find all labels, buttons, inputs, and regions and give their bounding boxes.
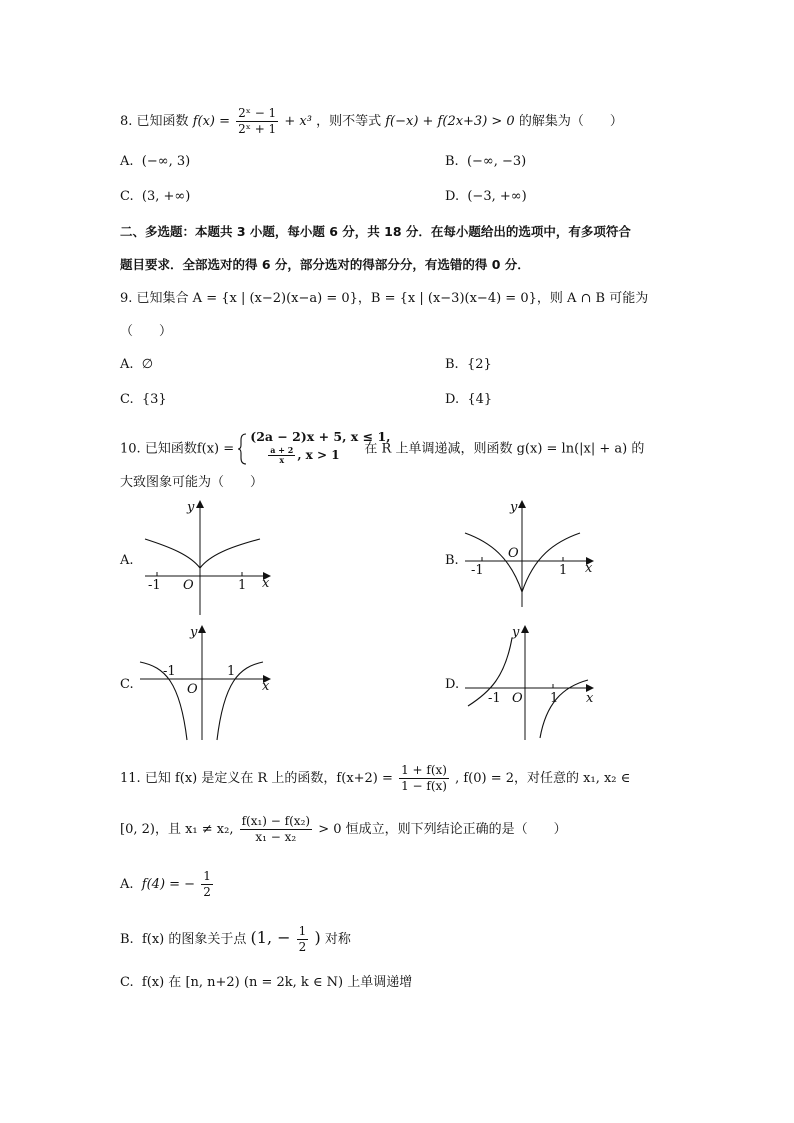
curve-right (522, 533, 580, 592)
q10-piece2-tail: , x > 1 (297, 448, 340, 462)
q11-stem-line1 (120, 762, 630, 796)
q10-line2: 大致图象可能为（ ） (120, 475, 264, 490)
option-text: (−3, +∞) (467, 189, 527, 204)
frac-num: 1 (298, 924, 307, 938)
q10-piece2-den: x (279, 455, 285, 465)
q8-option-d[interactable] (445, 187, 527, 207)
q9-option-a[interactable] (120, 355, 153, 375)
q9-option-c[interactable] (120, 390, 167, 410)
q8-number: 8. (120, 114, 133, 129)
q10-piece1: (2a − 2)x + 5, x ≤ 1, (250, 429, 391, 444)
tick-label-pos1: 1 (227, 664, 236, 679)
option-label: C. (120, 392, 134, 407)
q8-end: 的解集为（ ） (518, 114, 623, 129)
tick-label-pos1: 1 (559, 563, 568, 578)
graph-c (135, 622, 285, 742)
option-text: (−∞, 3) (141, 154, 191, 169)
frac-den: 2 (298, 940, 307, 954)
q10-mid: 在 R 上单调递减，则函数 g(x) = ln(|x| + a) 的 (364, 441, 645, 457)
graph-a (135, 497, 285, 617)
y-axis-label: y (510, 500, 518, 515)
curve-right (540, 680, 588, 738)
graph-d (460, 622, 610, 742)
q11-line2-a: [0, 2)，且 x₁ ≠ x₂, (120, 822, 234, 837)
option-label: B. (120, 932, 134, 947)
graph-c-label[interactable]: C. (120, 677, 134, 692)
option-label: D. (445, 392, 460, 407)
q11-frac-num: 1 + f(x) (401, 763, 447, 777)
x-axis-label: x (586, 691, 594, 706)
option-text: (−∞, −3) (466, 154, 527, 169)
tick-label-pos1: 1 (550, 691, 559, 706)
q8-option-c[interactable] (120, 187, 190, 207)
x-axis-label: x (262, 679, 270, 694)
q8-option-b[interactable] (445, 152, 526, 172)
q10-piecewise (238, 429, 391, 465)
origin-label: O (512, 691, 523, 706)
option-point-close: ) (314, 928, 321, 947)
x-axis-label: x (262, 576, 270, 591)
q10-stem (120, 429, 645, 465)
option-a-fraction (201, 869, 213, 900)
q8-inequality: f(−x) + f(2x+3) > 0 (385, 114, 515, 129)
tick-label-pos1: 1 (238, 578, 247, 593)
q11-stem-line2 (120, 813, 567, 847)
brace-icon (238, 432, 248, 466)
curve-right (217, 662, 263, 740)
q9-paren: （ ） (120, 324, 173, 339)
curve-left (145, 539, 200, 568)
option-text: {3} (141, 392, 167, 407)
q10-piece2 (266, 444, 339, 466)
option-label: D. (445, 189, 460, 204)
tick-label-neg1: -1 (163, 664, 176, 679)
option-text: f(x) 在 [n, n+2) (n = 2k, k ∈ N) 上单调递增 (141, 975, 413, 990)
graph-a-label[interactable]: A. (120, 553, 134, 568)
option-text: ∅ (141, 357, 154, 372)
graph-b (460, 497, 610, 617)
q8-fx: f(x) = (192, 114, 231, 129)
q11-after: , f(0) = 2，对任意的 x₁, x₂ ∈ (455, 771, 631, 786)
q11-option-b[interactable] (120, 921, 351, 957)
option-text: f(4) = − (141, 877, 196, 892)
option-label: C. (120, 975, 134, 990)
frac-num: 1 (203, 869, 211, 883)
option-label: A. (120, 877, 134, 892)
q9-text: 已知集合 A = {x | (x−2)(x−a) = 0}，B = {x | (x−3)(x−4) = 0}，则 A ∩ B 可能为 (136, 291, 649, 306)
tick-label-neg1: -1 (488, 691, 501, 706)
q8-fraction (236, 106, 278, 137)
q9-option-d[interactable] (445, 390, 492, 410)
q10-piece2-num: a + 2 (270, 445, 294, 455)
option-label: C. (120, 189, 134, 204)
tick-label-neg1: -1 (148, 578, 161, 593)
graph-d-label[interactable]: D. (445, 677, 460, 692)
q10-number: 10. (120, 441, 141, 457)
option-b-fraction (297, 924, 309, 955)
q8-frac-den: 2ˣ + 1 (238, 122, 277, 136)
option-label: B. (445, 357, 459, 372)
option-text: (3, +∞) (141, 189, 191, 204)
q11-lead: 已知 f(x) 是定义在 R 上的函数，f(x+2) = (144, 771, 393, 786)
option-point-open: (1, − (250, 928, 291, 947)
y-axis-label: y (187, 500, 195, 515)
q8-option-a[interactable] (120, 152, 190, 172)
q11-option-a[interactable] (120, 868, 215, 902)
graph-b-label[interactable]: B. (445, 553, 459, 568)
q11-option-c[interactable] (120, 973, 412, 993)
section2-line1: 二、多选题：本题共 3 小题，每小题 6 分，共 18 分．在每小题给出的选项中，有多项符合 (120, 224, 631, 239)
q8-tail-expr: + x³ (284, 114, 312, 129)
frac-den: 2 (203, 885, 211, 899)
q11-frac2-num: f(x₁) − f(x₂) (241, 814, 311, 828)
origin-label: O (183, 578, 194, 593)
y-axis-label: y (190, 625, 198, 640)
tick-label-neg1: -1 (471, 563, 484, 578)
q11-line2-b: > 0 恒成立，则下列结论正确的是（ ） (318, 822, 567, 837)
q8-frac-num: 2ˣ − 1 (238, 106, 277, 120)
q11-number: 11. (120, 771, 141, 786)
origin-label: O (508, 546, 519, 561)
option-label: A. (120, 154, 134, 169)
q8-stem (120, 106, 623, 137)
q9-number: 9. (120, 291, 133, 306)
q10-lead: 已知函数f(x) = (144, 441, 235, 457)
x-axis-label: x (585, 561, 593, 576)
q8-lead: 已知函数 (136, 114, 189, 129)
q9-stem (120, 289, 648, 309)
q11-fraction (399, 763, 449, 794)
option-label: A. (120, 357, 134, 372)
q9-option-b[interactable] (445, 355, 492, 375)
option-text: f(x) 的图象关于点 (141, 932, 247, 947)
origin-label: O (187, 682, 198, 697)
y-axis-label: y (512, 625, 520, 640)
section2-line2: 题目要求．全部选对的得 6 分，部分选对的得部分分，有选错的得 0 分． (120, 257, 530, 272)
option-text: {4} (467, 392, 493, 407)
q11-frac-den: 1 − f(x) (401, 779, 447, 793)
option-label: B. (445, 154, 459, 169)
q11-fraction2 (240, 814, 312, 845)
option-text: {2} (466, 357, 492, 372)
q8-mid: ，则不等式 (316, 114, 382, 129)
curve-right (200, 539, 260, 568)
option-text-tail: 对称 (324, 932, 351, 947)
q11-frac2-den: x₁ − x₂ (255, 830, 297, 844)
